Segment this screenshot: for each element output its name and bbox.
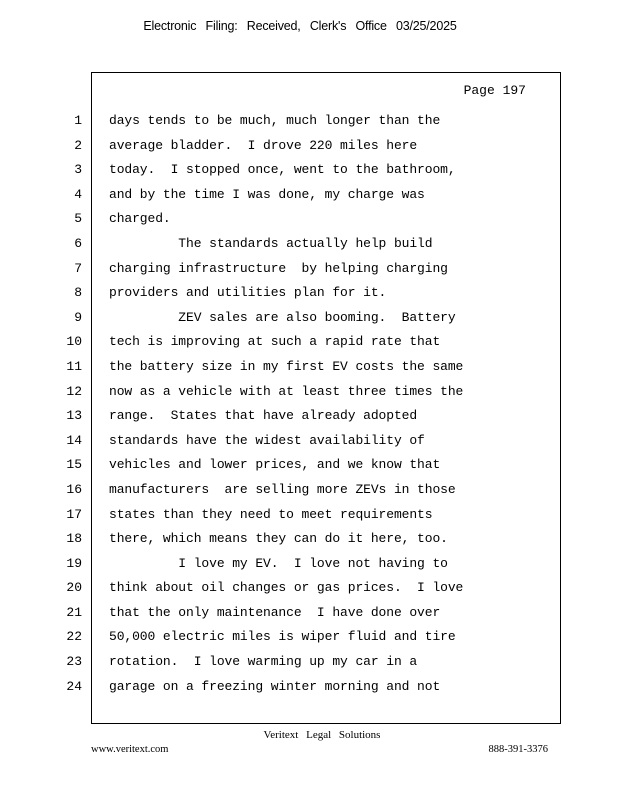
line-number: 19 [66,555,82,571]
footer-company: Veritext Legal Solutions [263,729,381,741]
line-number: 17 [66,506,82,522]
line-number: 9 [74,309,82,325]
transcript-line: and by the time I was done, my charge was [109,186,425,202]
line-number: 8 [74,285,82,301]
line-number: 1 [74,113,82,128]
line-number: 13 [66,408,82,424]
line-number: 20 [66,580,82,596]
footer-phone: 888-391-3376 [488,744,548,755]
line-number: 21 [66,604,82,620]
line-number: 24 [66,678,82,694]
line-number: 11 [66,358,82,374]
filing-stamp-header: Electronic Filing: Received, Clerk's Office 03/25/2025 [143,19,457,33]
transcript-line: vehicles and lower prices, and we know that [109,457,441,473]
transcript-line: the battery size in my first EV costs the same [109,358,464,374]
transcript-line: range. States that have already adopted [109,408,418,424]
transcript-line: rotation. I love warming up my car in a [109,654,418,670]
transcript-line: ZEV sales are also booming. Battery [109,309,456,325]
line-number: 18 [66,531,82,547]
page-number: Page 197 [463,83,526,98]
transcript-line: days tends to be much, much longer than the [109,113,441,128]
line-number: 23 [66,654,82,670]
line-number: 4 [74,186,82,202]
line-number: 22 [66,629,82,645]
transcript-line: 50,000 electric miles is wiper fluid and tire [109,629,456,645]
transcript-line: think about oil changes or gas prices. I love [109,580,464,596]
transcript-line: average bladder. I drove 220 miles here [109,137,418,153]
line-number: 15 [66,457,82,473]
line-number: 16 [66,481,82,497]
transcript-line: tech is improving at such a rapid rate that [109,334,441,350]
transcript-line: today. I stopped once, went to the bathroom, [109,162,456,178]
line-number: 7 [74,260,82,276]
transcript-line: charged. [109,211,171,227]
transcript-line: that the only maintenance I have done over [109,604,441,620]
line-number: 14 [66,432,82,448]
line-number: 5 [74,211,82,227]
transcript-line: there, which means they can do it here, too. [109,531,448,547]
transcript-line: garage on a freezing winter morning and not [109,678,441,694]
line-number: 3 [74,162,82,178]
transcript-line: The standards actually help build [109,235,433,251]
transcript-line: charging infrastructure by helping charging [109,260,448,276]
transcript-line: standards have the widest availability of [109,432,425,448]
transcript-line: providers and utilities plan for it. [109,285,387,301]
transcript-line: manufacturers are selling more ZEVs in those [109,481,456,497]
line-number-column [62,112,82,702]
line-number: 6 [74,235,82,251]
line-number: 2 [74,137,82,153]
line-number: 12 [66,383,82,399]
transcript-line: I love my EV. I love not having to [109,555,448,571]
footer-website: www.veritext.com [91,744,169,755]
transcript-line: states than they need to meet requirements [109,506,433,522]
transcript-body [109,112,549,702]
transcript-line: now as a vehicle with at least three times the [109,383,464,399]
line-number: 10 [66,334,82,350]
